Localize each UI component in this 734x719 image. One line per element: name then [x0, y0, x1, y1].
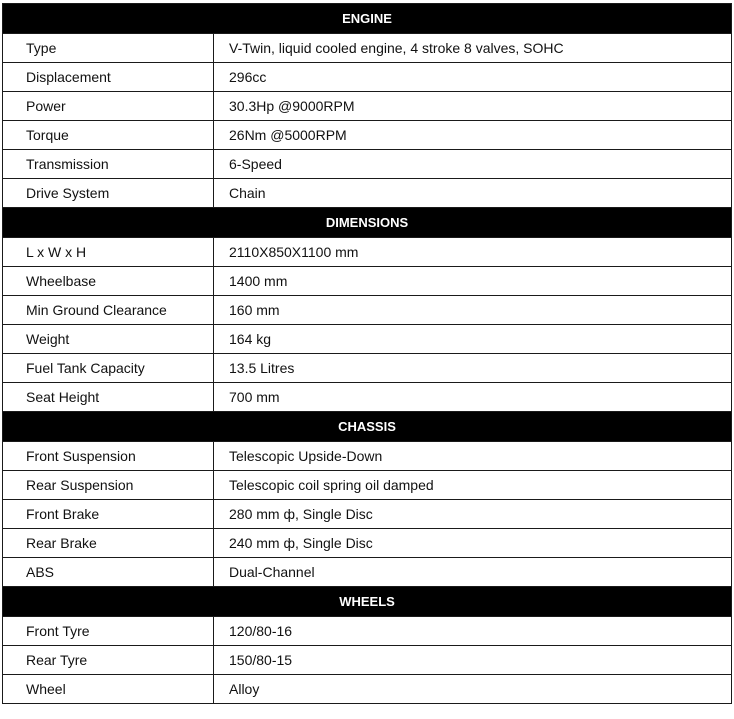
table-row — [3, 354, 732, 383]
spec-label: Wheelbase — [3, 267, 214, 296]
spec-label: Fuel Tank Capacity — [3, 354, 214, 383]
spec-value: 6-Speed — [214, 150, 732, 179]
spec-label: Torque — [3, 121, 214, 150]
spec-label: L x W x H — [3, 238, 214, 267]
table-row — [3, 92, 732, 121]
section-title: CHASSIS — [3, 412, 732, 442]
spec-value: 26Nm @5000RPM — [214, 121, 732, 150]
spec-value: Alloy — [214, 675, 732, 704]
table-row — [3, 442, 732, 471]
table-row — [3, 617, 732, 646]
table-row — [3, 179, 732, 208]
spec-label: Rear Suspension — [3, 471, 214, 500]
spec-label: Front Tyre — [3, 617, 214, 646]
spec-value: Telescopic Upside-Down — [214, 442, 732, 471]
spec-label: Displacement — [3, 63, 214, 92]
spec-value: 164 kg — [214, 325, 732, 354]
spec-value: 1400 mm — [214, 267, 732, 296]
section-title: ENGINE — [3, 4, 732, 34]
spec-label: Drive System — [3, 179, 214, 208]
table-row — [3, 238, 732, 267]
spec-value: Telescopic coil spring oil damped — [214, 471, 732, 500]
spec-value: 150/80-15 — [214, 646, 732, 675]
section-header-engine — [3, 4, 732, 34]
section-header-chassis — [3, 412, 732, 442]
spec-label: Weight — [3, 325, 214, 354]
spec-label: Power — [3, 92, 214, 121]
spec-value: 2110X850X1100 mm — [214, 238, 732, 267]
table-row — [3, 325, 732, 354]
spec-label: Front Brake — [3, 500, 214, 529]
spec-label: Min Ground Clearance — [3, 296, 214, 325]
table-row — [3, 529, 732, 558]
spec-value: Dual-Channel — [214, 558, 732, 587]
spec-label: ABS — [3, 558, 214, 587]
table-row — [3, 121, 732, 150]
spec-label: Front Suspension — [3, 442, 214, 471]
table-row — [3, 267, 732, 296]
spec-value: V-Twin, liquid cooled engine, 4 stroke 8 valves, SOHC — [214, 34, 732, 63]
spec-label: Wheel — [3, 675, 214, 704]
spec-value: 700 mm — [214, 383, 732, 412]
spec-value: 120/80-16 — [214, 617, 732, 646]
spec-label: Transmission — [3, 150, 214, 179]
spec-value: 160 mm — [214, 296, 732, 325]
section-title: WHEELS — [3, 587, 732, 617]
spec-label: Type — [3, 34, 214, 63]
spec-table — [2, 3, 732, 704]
table-row — [3, 500, 732, 529]
table-row — [3, 34, 732, 63]
table-row — [3, 63, 732, 92]
table-row — [3, 471, 732, 500]
table-row — [3, 646, 732, 675]
section-header-dimensions — [3, 208, 732, 238]
spec-value: 30.3Hp @9000RPM — [214, 92, 732, 121]
spec-label: Rear Tyre — [3, 646, 214, 675]
section-title: DIMENSIONS — [3, 208, 732, 238]
spec-value: 13.5 Litres — [214, 354, 732, 383]
table-row — [3, 558, 732, 587]
table-row — [3, 383, 732, 412]
spec-label: Seat Height — [3, 383, 214, 412]
spec-label: Rear Brake — [3, 529, 214, 558]
spec-value: 240 mm ф, Single Disc — [214, 529, 732, 558]
table-row — [3, 296, 732, 325]
spec-value: Chain — [214, 179, 732, 208]
table-row — [3, 150, 732, 179]
table-row — [3, 675, 732, 704]
section-header-wheels — [3, 587, 732, 617]
spec-value: 280 mm ф, Single Disc — [214, 500, 732, 529]
spec-value: 296cc — [214, 63, 732, 92]
